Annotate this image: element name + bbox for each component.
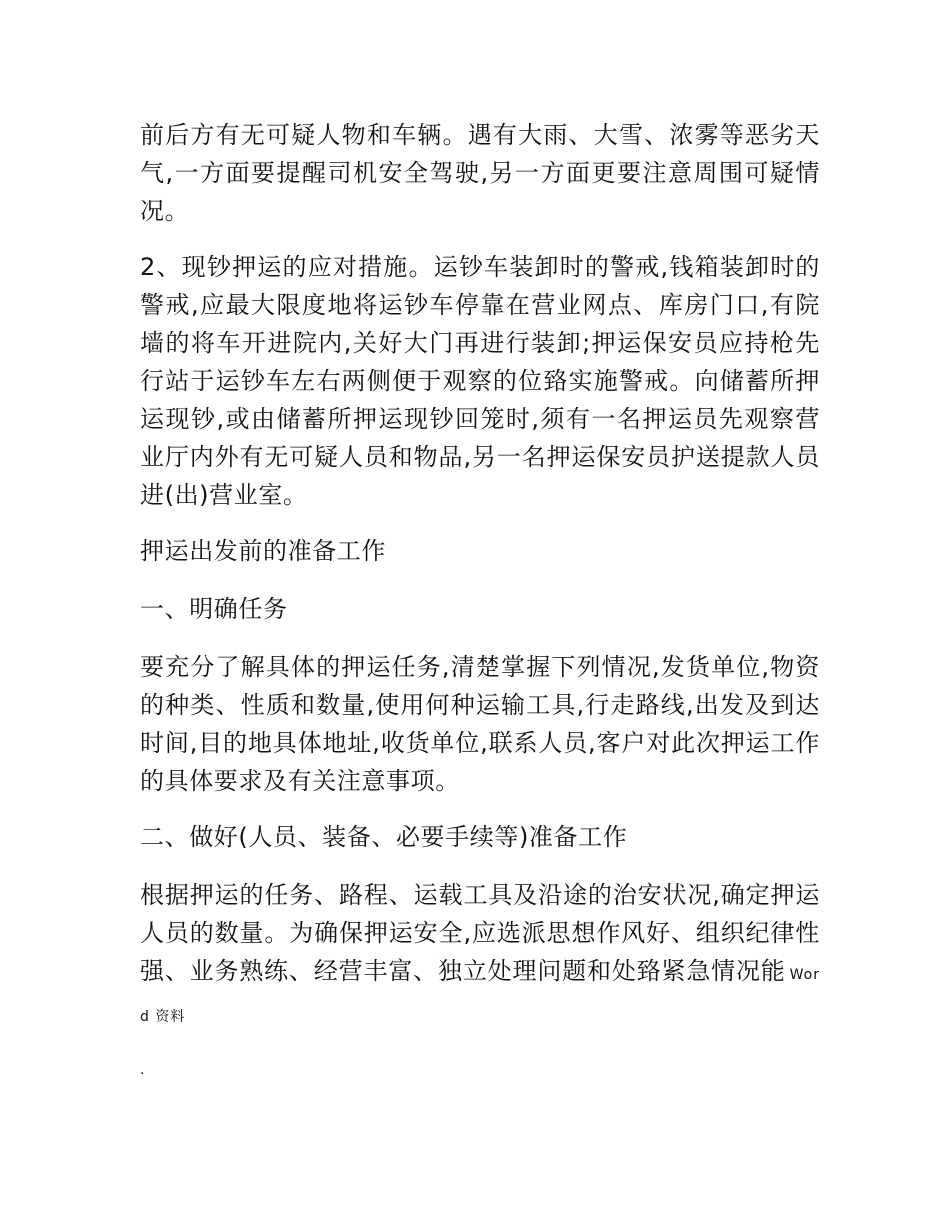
footer-dot: . [140, 1062, 145, 1078]
subheading-1: 一、明确任务 [140, 595, 288, 623]
paragraph-2: 2、现钞押运的应对措施。运钞车装卸时的警戒,钱箱装卸时的警戒,应最大限度地将运钞车停靠在营业网点、库房门口,有院墙的将车开进院内,关好大门再进行装卸;押运保安员应持枪先行站于运钞车左右两侧便于观察的位臵实施警戒。向储蓄所押运现钞,或由储蓄所押运现钞回笼时,须有一名押运员先观察营业厅内外有无可疑人员和物品,另一名押运保安员护送提款人员进(出)营业室。 [140, 253, 820, 509]
paragraph-1: 前后方有无可疑人物和车辆。遇有大雨、大雪、浓雾等恶劣天气,一方面要提醒司机安全驾驶,另一方面更要注意周围可疑情况。 [140, 121, 820, 225]
subheading-2: 二、做好(人员、装备、必要手续等)准备工作 [140, 823, 628, 851]
paragraph-4 [140, 876, 820, 1036]
word-resource-tag: Word 资料 [140, 967, 820, 1025]
paragraph-4-text: 根据押运的任务、路程、运载工具及沿途的治安状况,确定押运人员的数量。为确保押运安全,应选派思想作风好、组织纪律性强、业务熟练、经营丰富、独立处理问题和处臵紧急情况能 [140, 881, 820, 985]
document-body [140, 116, 820, 1054]
section-heading: 押运出发前的准备工作 [140, 537, 386, 565]
paragraph-3: 要充分了解具体的押运任务,清楚掌握下列情况,发货单位,物资的种类、性质和数量,使用何种运输工具,行走路线,出发及到达时间,目的地具体地址,收货单位,联系人员,客户对此次押运工作的具体要求及有关注意事项。 [140, 653, 820, 795]
